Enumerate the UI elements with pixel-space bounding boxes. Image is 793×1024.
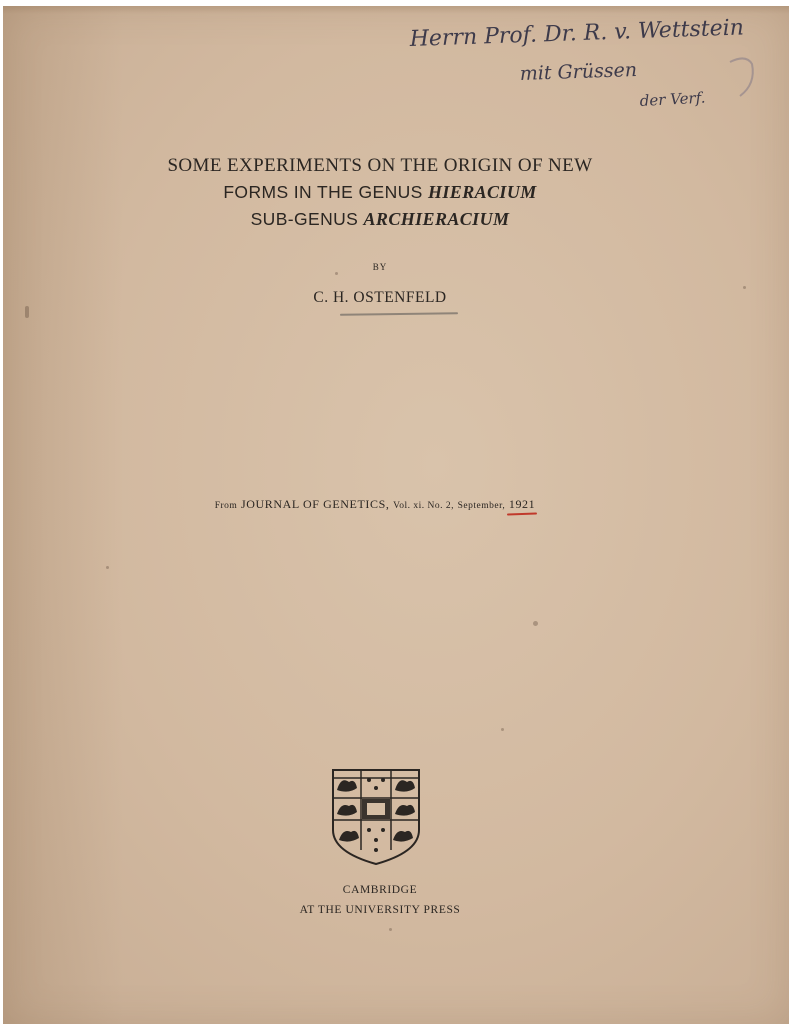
inscription-svg — [400, 14, 785, 114]
title-line-2-text: FORMS IN THE GENUS — [223, 182, 428, 202]
page-top-edge — [3, 6, 789, 14]
subgenus-name: ARCHIERACIUM — [363, 209, 510, 229]
title-line-1: SOME EXPERIMENTS ON THE ORIGIN OF NEW — [167, 155, 593, 176]
publisher-name: AT THE UNIVERSITY PRESS — [299, 904, 461, 916]
inscription-line-1: Herrn Prof. Dr. R. v. Wettstein — [409, 15, 745, 52]
journal-from: From — [214, 501, 238, 511]
paper-title — [100, 152, 660, 233]
journal-month: September, — [457, 501, 506, 511]
publisher-city: CAMBRIDGE — [342, 884, 418, 896]
crest-svg — [331, 768, 421, 866]
journal-name: JOURNAL OF GENETICS, — [240, 497, 390, 511]
publisher-block — [230, 880, 530, 920]
journal-volume: Vol. xi. No. 2, — [393, 501, 455, 511]
title-line-2 — [100, 179, 660, 206]
byline: BY — [372, 262, 388, 272]
inscription-line-3: der Verf. — [639, 88, 706, 110]
author-name: C. H. OSTENFELD — [313, 289, 447, 306]
journal-citation — [140, 497, 610, 512]
handwritten-inscription — [400, 14, 785, 114]
journal-year: 1921 — [508, 497, 536, 511]
university-coat-of-arms-icon — [331, 768, 421, 866]
pencil-mark-icon — [730, 58, 753, 96]
inscription-line-2: mit Grüssen — [519, 58, 638, 85]
title-line-3-text: SUB-GENUS — [250, 209, 364, 229]
genus-name: HIERACIUM — [428, 182, 537, 202]
title-line-3 — [100, 206, 660, 233]
